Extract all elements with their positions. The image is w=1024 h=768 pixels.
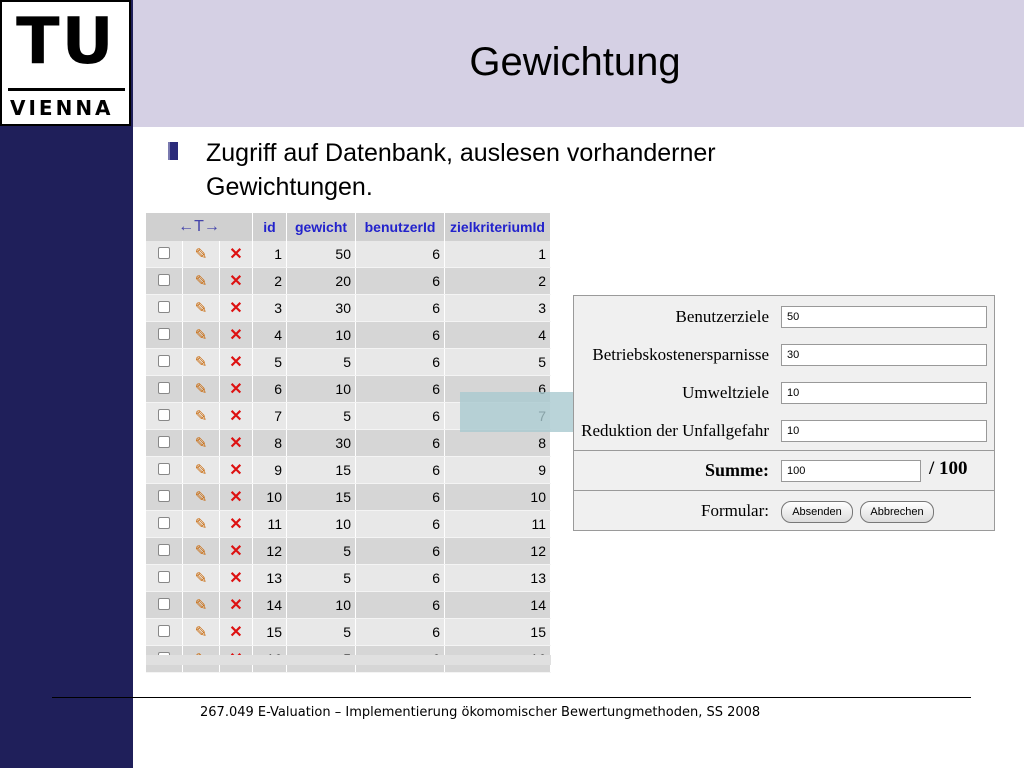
cell-gewicht: 5	[287, 565, 356, 592]
cell-benutzerid: 6	[356, 619, 445, 646]
checkbox-icon[interactable]	[158, 247, 170, 259]
select-cell[interactable]	[146, 403, 183, 430]
edit-cell[interactable]	[183, 241, 220, 268]
edit-cell[interactable]	[183, 430, 220, 457]
cell-benutzerid: 6	[356, 565, 445, 592]
edit-cell[interactable]	[183, 322, 220, 349]
delete-cell[interactable]	[220, 592, 253, 619]
cell-gewicht: 10	[287, 592, 356, 619]
edit-cell[interactable]	[183, 376, 220, 403]
logo-tu-text: TU	[16, 5, 116, 79]
cell-id: 15	[253, 619, 287, 646]
cell-zielkriteriumid: 13	[445, 565, 551, 592]
select-cell[interactable]	[146, 295, 183, 322]
table-row	[146, 295, 551, 322]
cell-benutzerid: 6	[356, 376, 445, 403]
x-delete-icon[interactable]: ✕	[229, 381, 243, 398]
delete-cell[interactable]	[220, 565, 253, 592]
pencil-icon[interactable]: ✎	[194, 354, 208, 371]
cell-zielkriteriumid: 6	[445, 376, 551, 403]
cell-id: 4	[253, 322, 287, 349]
table-header-row	[146, 213, 551, 241]
edit-cell[interactable]	[183, 592, 220, 619]
absenden-button[interactable]: Absenden	[781, 501, 853, 523]
cell-zielkriteriumid: 4	[445, 322, 551, 349]
cell-zielkriteriumid: 11	[445, 511, 551, 538]
select-cell[interactable]	[146, 538, 183, 565]
cell-id: 1	[253, 241, 287, 268]
table-row	[146, 511, 551, 538]
pencil-icon[interactable]: ✎	[194, 597, 208, 614]
x-delete-icon[interactable]: ✕	[229, 300, 243, 317]
checkbox-icon[interactable]	[158, 544, 170, 556]
cell-zielkriteriumid: 12	[445, 538, 551, 565]
pencil-icon[interactable]: ✎	[194, 462, 208, 479]
x-delete-icon[interactable]: ✕	[229, 624, 243, 641]
form-divider	[574, 490, 994, 491]
pencil-icon[interactable]: ✎	[194, 300, 208, 317]
cell-benutzerid: 6	[356, 322, 445, 349]
edit-cell[interactable]	[183, 403, 220, 430]
pencil-icon[interactable]: ✎	[194, 435, 208, 452]
checkbox-icon[interactable]	[158, 463, 170, 475]
column-header-zielkriteriumid[interactable]: zielkriteriumId	[445, 213, 551, 241]
column-header-id[interactable]: id	[253, 213, 287, 241]
slide-title: Gewichtung	[469, 40, 681, 84]
select-cell[interactable]	[146, 430, 183, 457]
checkbox-icon[interactable]	[158, 517, 170, 529]
delete-cell[interactable]	[220, 349, 253, 376]
cell-gewicht: 15	[287, 484, 356, 511]
select-cell[interactable]	[146, 376, 183, 403]
formular-label: Formular:	[701, 501, 769, 520]
cell-benutzerid: 6	[356, 430, 445, 457]
cell-id: 5	[253, 349, 287, 376]
pencil-icon[interactable]: ✎	[194, 327, 208, 344]
cell-zielkriteriumid: 1	[445, 241, 551, 268]
umweltziele-input[interactable]: 10	[781, 382, 987, 404]
cell-zielkriteriumid: 14	[445, 592, 551, 619]
table-row	[146, 241, 551, 268]
betriebskostenersparnisse-input[interactable]: 30	[781, 344, 987, 366]
cell-gewicht: 5	[287, 538, 356, 565]
x-delete-icon[interactable]: ✕	[229, 273, 243, 290]
table-row	[146, 457, 551, 484]
pencil-icon[interactable]: ✎	[194, 408, 208, 425]
edit-cell[interactable]	[183, 484, 220, 511]
footer-divider	[52, 697, 971, 698]
cell-id: 10	[253, 484, 287, 511]
edit-cell[interactable]	[183, 538, 220, 565]
table-footer-strip	[146, 655, 551, 665]
checkbox-icon[interactable]	[158, 382, 170, 394]
delete-cell[interactable]	[220, 241, 253, 268]
column-header-gewicht[interactable]: gewicht	[287, 213, 356, 241]
unfallgefahr-input[interactable]: 10	[781, 420, 987, 442]
cell-benutzerid: 6	[356, 295, 445, 322]
pencil-icon[interactable]: ✎	[194, 381, 208, 398]
cell-id: 6	[253, 376, 287, 403]
footer-text: 267.049 E-Valuation – Implementierung ökomomischer Bewertungmethoden, SS 2008	[200, 705, 761, 720]
cell-id: 8	[253, 430, 287, 457]
cell-gewicht: 5	[287, 349, 356, 376]
delete-cell[interactable]	[220, 376, 253, 403]
edit-cell[interactable]	[183, 457, 220, 484]
checkbox-icon[interactable]	[158, 490, 170, 502]
checkbox-icon[interactable]	[158, 598, 170, 610]
edit-cell[interactable]	[183, 268, 220, 295]
x-delete-icon[interactable]: ✕	[229, 246, 243, 263]
cell-gewicht: 10	[287, 511, 356, 538]
pencil-icon[interactable]: ✎	[194, 570, 208, 587]
select-cell[interactable]	[146, 322, 183, 349]
x-delete-icon[interactable]: ✕	[229, 597, 243, 614]
benutzerziele-input[interactable]: 50	[781, 306, 987, 328]
x-delete-icon[interactable]: ✕	[229, 435, 243, 452]
cell-id: 12	[253, 538, 287, 565]
delete-cell[interactable]	[220, 268, 253, 295]
delete-cell[interactable]	[220, 457, 253, 484]
cell-id: 3	[253, 295, 287, 322]
field-label: Umweltziele	[682, 383, 769, 402]
cell-id: 14	[253, 592, 287, 619]
table-row	[146, 484, 551, 511]
column-header-benutzerid[interactable]: benutzerId	[356, 213, 445, 241]
field-label: Betriebskostenersparnisse	[592, 345, 769, 364]
select-cell[interactable]	[146, 511, 183, 538]
select-cell[interactable]	[146, 457, 183, 484]
select-cell[interactable]	[146, 349, 183, 376]
cell-zielkriteriumid: 5	[445, 349, 551, 376]
field-label: Reduktion der Unfallgefahr	[581, 421, 769, 440]
cell-gewicht: 30	[287, 295, 356, 322]
weighting-form	[573, 295, 995, 531]
checkbox-icon[interactable]	[158, 436, 170, 448]
delete-cell[interactable]	[220, 484, 253, 511]
delete-cell[interactable]	[220, 295, 253, 322]
cell-benutzerid: 6	[356, 268, 445, 295]
pencil-icon[interactable]: ✎	[194, 516, 208, 533]
x-delete-icon[interactable]: ✕	[229, 570, 243, 587]
cell-zielkriteriumid: 3	[445, 295, 551, 322]
delete-cell[interactable]	[220, 403, 253, 430]
cell-zielkriteriumid: 2	[445, 268, 551, 295]
checkbox-icon[interactable]	[158, 355, 170, 367]
select-cell[interactable]	[146, 484, 183, 511]
cell-gewicht: 5	[287, 403, 356, 430]
delete-cell[interactable]	[220, 322, 253, 349]
field-label: Benutzerziele	[675, 307, 769, 326]
select-cell[interactable]	[146, 241, 183, 268]
checkbox-icon[interactable]	[158, 301, 170, 313]
cell-zielkriteriumid: 8	[445, 430, 551, 457]
pencil-icon[interactable]: ✎	[194, 273, 208, 290]
table-row	[146, 565, 551, 592]
logo-vienna-text: VIENNA	[10, 96, 114, 120]
pencil-icon[interactable]: ✎	[194, 624, 208, 641]
x-delete-icon[interactable]: ✕	[229, 462, 243, 479]
select-cell[interactable]	[146, 268, 183, 295]
cell-benutzerid: 6	[356, 457, 445, 484]
abbrechen-button[interactable]: Abbrechen	[860, 501, 934, 523]
cell-id: 9	[253, 457, 287, 484]
select-cell[interactable]	[146, 565, 183, 592]
cell-gewicht: 15	[287, 457, 356, 484]
bullet-icon	[168, 142, 178, 160]
cell-gewicht: 50	[287, 241, 356, 268]
tu-vienna-logo	[0, 0, 131, 126]
x-delete-icon[interactable]: ✕	[229, 489, 243, 506]
cell-gewicht: 30	[287, 430, 356, 457]
column-header-actions[interactable]: ←T→	[146, 213, 253, 241]
checkbox-icon[interactable]	[158, 328, 170, 340]
cell-gewicht: 10	[287, 322, 356, 349]
cell-id: 7	[253, 403, 287, 430]
table-row	[146, 268, 551, 295]
table-row	[146, 619, 551, 646]
cell-zielkriteriumid: 15	[445, 619, 551, 646]
cell-zielkriteriumid: 9	[445, 457, 551, 484]
cell-gewicht: 20	[287, 268, 356, 295]
cell-gewicht: 10	[287, 376, 356, 403]
sum-label: Summe:	[705, 460, 769, 480]
edit-cell[interactable]	[183, 295, 220, 322]
cell-id: 2	[253, 268, 287, 295]
checkbox-icon[interactable]	[158, 625, 170, 637]
select-cell[interactable]	[146, 619, 183, 646]
edit-cell[interactable]	[183, 565, 220, 592]
cell-zielkriteriumid: 10	[445, 484, 551, 511]
edit-cell[interactable]	[183, 619, 220, 646]
cell-benutzerid: 6	[356, 241, 445, 268]
table-row	[146, 322, 551, 349]
pencil-icon[interactable]: ✎	[194, 543, 208, 560]
cell-gewicht: 5	[287, 619, 356, 646]
edit-cell[interactable]	[183, 511, 220, 538]
cell-benutzerid: 6	[356, 592, 445, 619]
cell-benutzerid: 6	[356, 403, 445, 430]
checkbox-icon[interactable]	[158, 274, 170, 286]
cell-benutzerid: 6	[356, 349, 445, 376]
cell-benutzerid: 6	[356, 511, 445, 538]
logo-divider	[8, 88, 125, 91]
cell-benutzerid: 6	[356, 484, 445, 511]
checkbox-icon[interactable]	[158, 409, 170, 421]
delete-cell[interactable]	[220, 430, 253, 457]
delete-cell[interactable]	[220, 619, 253, 646]
x-delete-icon[interactable]: ✕	[229, 354, 243, 371]
pencil-icon[interactable]: ✎	[194, 489, 208, 506]
form-divider	[574, 450, 994, 451]
checkbox-icon[interactable]	[158, 571, 170, 583]
sum-total: / 100	[929, 458, 968, 479]
select-cell[interactable]	[146, 592, 183, 619]
table-row	[146, 538, 551, 565]
cell-id: 13	[253, 565, 287, 592]
edit-cell[interactable]	[183, 349, 220, 376]
cell-benutzerid: 6	[356, 538, 445, 565]
pencil-icon[interactable]: ✎	[194, 246, 208, 263]
sum-input: 100	[781, 460, 921, 482]
x-delete-icon[interactable]: ✕	[229, 516, 243, 533]
x-delete-icon[interactable]: ✕	[229, 327, 243, 344]
bullet-text: Zugriff auf Datenbank, auslesen vorhanderner Gewichtungen.	[206, 139, 716, 201]
cell-id: 11	[253, 511, 287, 538]
table-row	[146, 592, 551, 619]
delete-cell[interactable]	[220, 538, 253, 565]
x-delete-icon[interactable]: ✕	[229, 543, 243, 560]
x-delete-icon[interactable]: ✕	[229, 408, 243, 425]
delete-cell[interactable]	[220, 511, 253, 538]
